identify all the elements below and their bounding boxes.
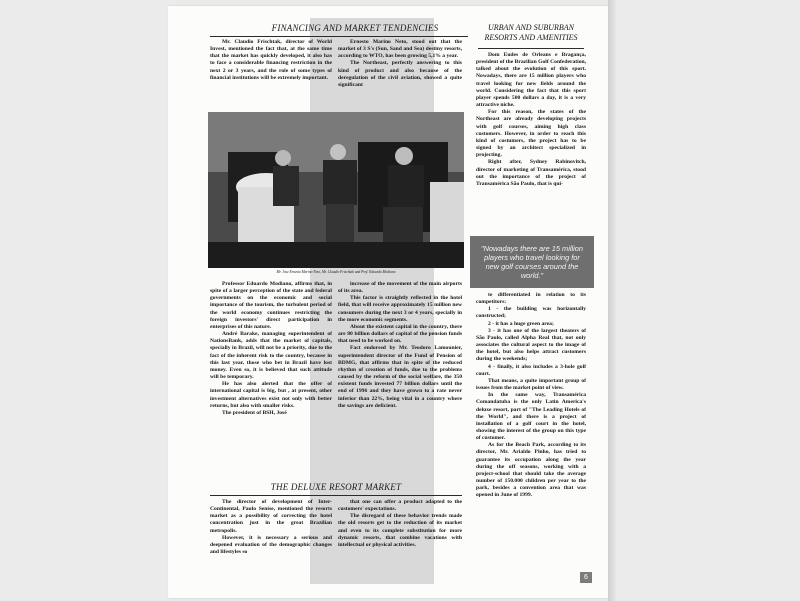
paragraph: increase of the movement of the main airports of its area. xyxy=(338,281,462,295)
paragraph: André Barake, managing superintendent of NationsBank, adds that the market of capitals, specially in Brazil, will not be a priority, due to the fact of the inherent risk to the country, because in this last year, those who bet in Brazil have lost money. Even so, it is believed that such attitude will be temporary. xyxy=(210,331,332,381)
section-rule xyxy=(210,36,468,37)
page-number: 6 xyxy=(580,572,592,583)
paragraph: Right after, Sydney Rabinovitch, director of marketing of Transamérica, stood out the importance of the project of Transamérica São Paulo, that is qui- xyxy=(476,159,586,187)
paragraph: 4 - finally, it also includes a 3-hole golf court. xyxy=(476,363,586,377)
paragraph: The president of BSH, José xyxy=(222,409,287,416)
paragraph: Ernesto Marino Neto, stood out that the market of 3 S's (Sun, Sand and Sea) destiny resorts, according to WTO, has been growing 5,1% a year. xyxy=(338,39,462,60)
column-1-top xyxy=(210,39,332,109)
section-rule xyxy=(210,495,462,496)
paragraph: About the existent capital in the country, there are 80 billion dollars of capital of the pension funds that need to be worked on. xyxy=(338,323,462,345)
paragraph: That means, a quite important group of issues from the market point of view. xyxy=(476,377,586,392)
paragraph: Mr. Claudio Frischtak, director of World Invest, mentioned the fact that, at the same time that the market has quickly developed, it also has to face a considerable financing restriction in the next 2 or 3 years, and the role of some types of financial institutions will be extremely important. xyxy=(210,39,332,81)
sidebar-text-top xyxy=(476,52,586,232)
paragraph: that one can offer a product adapted to the customers' expectations. xyxy=(338,499,462,513)
paragraph: In the same way, Transamérica Comandatuba is the only Latin America's deluxe resort, part of "The Leading Hotels of the World", and there is a project of installation of a golf court in the hotel, showing the interest of the group on this type of customer. xyxy=(476,392,586,442)
panel-photo xyxy=(208,112,464,268)
paragraph: For this reason, the states of the Northeast are already developing projects with golf courses, aiming high class customers. However, in order to reach this kind of costumers, the project has to be signed by an architect specialized in projecting. xyxy=(476,109,586,159)
column-1-bottom xyxy=(210,499,332,579)
column-2-mid xyxy=(338,281,462,471)
paragraph: The disregard of these behavior trends made the old resorts get to the reduction of its market and even to its complete substitution for more dynamic resorts, that combine vacations with intellectual or physical activities. xyxy=(338,513,462,548)
paragraph: The Northeast, perfectly answering to this kind of product and also because of the deregulation of the civil aviation, showed a quite significant xyxy=(338,60,462,88)
column-2-top xyxy=(338,39,462,109)
section-heading-financing: FINANCING AND MARKET TENDENCIES xyxy=(271,23,439,33)
column-1-mid xyxy=(210,281,332,471)
sidebar-text-bottom xyxy=(476,292,586,568)
pull-quote: "Nowadays there are 15 million players who travel looking for new golf courses around the world." xyxy=(470,236,594,288)
column-2-bottom xyxy=(338,499,462,579)
sidebar-title: URBAN AND SUBURBAN RESORTS AND AMENITIES xyxy=(484,23,578,42)
photo-scene xyxy=(208,112,464,268)
photo-caption: Mr. Jose Ernesto Marino Neto, Mr. Claudio Frischtak and Prof. Eduardo Modiano xyxy=(276,270,396,274)
paragraph: However, it is necessary a serious and deepened evaluation of the demographic changes and lifestyles so xyxy=(210,534,332,556)
paragraph: 2 - it has a huge green area; xyxy=(488,320,554,327)
paragraph: 1 - the building was horizontally constructed; xyxy=(476,306,586,320)
paragraph: As for the Beach Park, according to its director, Mr. Arialdo Pinho, has tried to guarantee its occupation along the year during the off seasons, working with a project-school that should take the average number of 150.000 children per year to the park, besides a convention area that was opened in June of 1999. xyxy=(476,442,586,499)
sidebar-rule xyxy=(478,48,584,49)
paragraph: He has also alerted that the offer of international capital is big, but , at present, other investment alternatives exist not only with better returns, but also with smaller risks. xyxy=(210,381,332,409)
paragraph: Dom Eudes de Orleans e Bragança, president of the Brazilian Golf Confederation, talked about the evolution of this sport. Nowadays, there are 15 million players who travel looking for new fields around the world. Considering the fact that this sport player spends 500 dollars a day, it is a very attractive niche. xyxy=(476,52,586,109)
paragraph: This factor is straightly reflected in the hotel field, that will receive approximately 15 million new consumers during the next 3 or 4 years, specially in the more economic segments. xyxy=(338,295,462,323)
paragraph: The director of development of Inter-Continental, Paulo Senise, mentioned the resorts market as a possibility of correcting the hotel concentration just in the great Brazilian metropolis. xyxy=(210,499,332,534)
paragraph: Professor Eduardo Modiano, affirms that, in spite of a larger perception of the state and federal governments on the economic and social importance of the tourism, the turbulent period of the world economy continues restricting the foreign investors' direct participation in enterprises of this nature. xyxy=(210,281,332,330)
page-edge xyxy=(608,0,616,601)
section-heading-deluxe: THE DELUXE RESORT MARKET xyxy=(270,482,402,492)
paragraph: 3 - it has one of the largest theaters of São Paulo, called Alpha Real that, not only associates the cultural aspect to the image of the hotel, but also helps attract customers during the weekends; xyxy=(476,327,586,363)
paragraph: te differentiated in relation to its competitors: xyxy=(476,292,586,306)
paragraph: Fact endorsed by Mr. Teodoro Lamounier, superintendent director of the Fund of Pension of BDMG, that affirms that in spite of the reduced rhythm of creation of funds, due to the problems caused by the reform of the social welfare, the 350 existent funds invested 77 billion dollars until the end of 1996 and they have grown to a rate never inferior than 22%, being vital in a country where the savings are deficient. xyxy=(338,345,462,409)
